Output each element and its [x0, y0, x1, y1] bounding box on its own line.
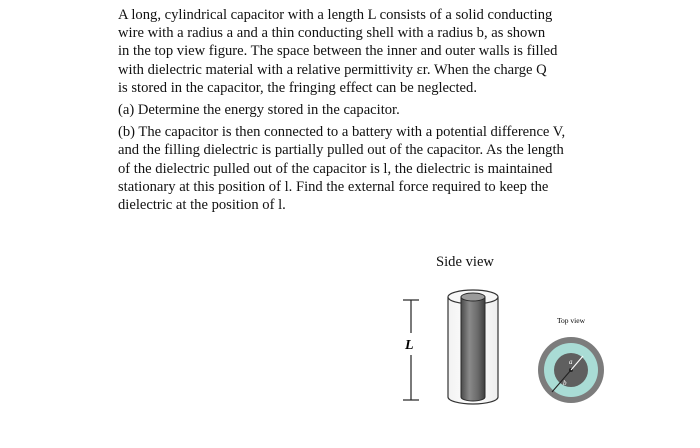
- length-label: L: [405, 338, 414, 353]
- part-b-line: dielectric at the position of l.: [118, 197, 286, 214]
- intro-line: wire with a radius a and a thin conducting shell with a radius b, as shown: [118, 25, 546, 42]
- radius-a-label: a: [569, 358, 573, 366]
- top-view-diagram: [538, 337, 604, 403]
- intro-line: with dielectric material with a relative permittivity εr. When the charge Q: [118, 61, 547, 78]
- part-b-line: stationary at this position of l. Find the external force required to keep the: [118, 178, 549, 195]
- part-b-line: (b) The capacitor is then connected to a battery with a potential difference V,: [118, 124, 566, 141]
- side-view-title: Side view: [436, 254, 494, 270]
- intro-line: in the top view figure. The space between the inner and outer walls is filled: [118, 43, 558, 60]
- side-view-cylinder: [448, 290, 498, 404]
- part-a: (a) Determine the energy stored in the capacitor.: [118, 102, 400, 119]
- radius-b-label: b: [563, 379, 567, 387]
- intro-line: is stored in the capacitor, the fringing effect can be neglected.: [118, 79, 477, 96]
- top-view-title: Top view: [556, 316, 586, 325]
- inner-wire: [461, 297, 485, 401]
- intro-line: A long, cylindrical capacitor with a length L consists of a solid conducting: [118, 7, 553, 23]
- part-b-line: of the dielectric pulled out of the capacitor is l, the dielectric is maintained: [118, 160, 553, 177]
- part-b-line: and the filling dielectric is partially pulled out of the capacitor. As the length: [118, 142, 564, 159]
